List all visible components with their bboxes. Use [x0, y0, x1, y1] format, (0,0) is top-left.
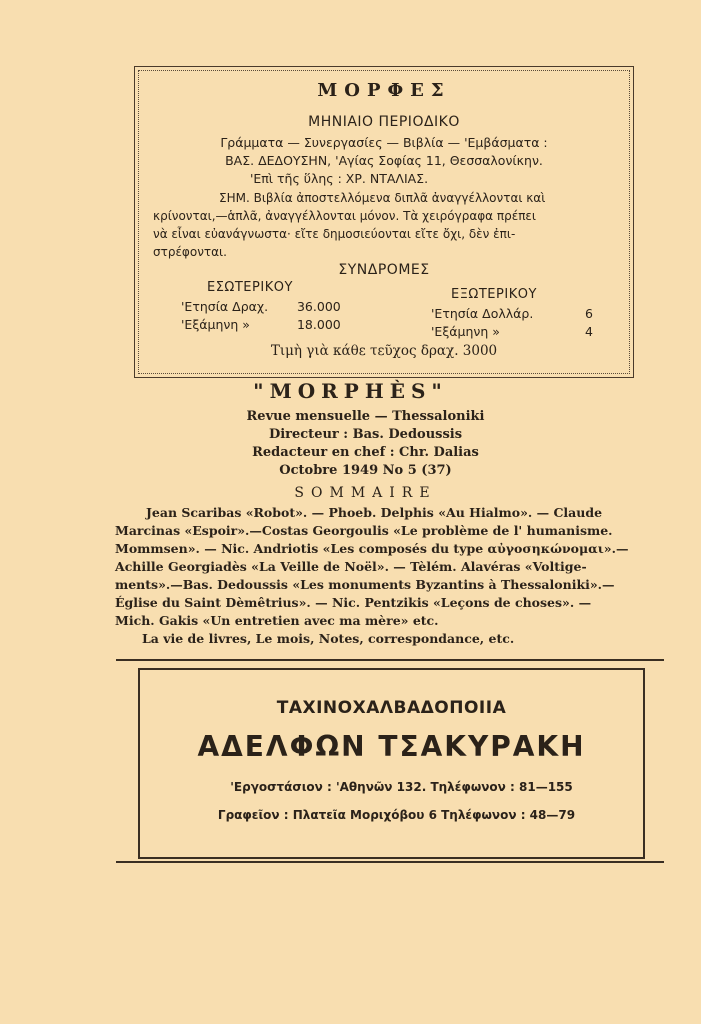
note-line: στρέφονται. — [153, 245, 227, 259]
french-info-line: Octobre 1949 No 5 (37) — [279, 463, 452, 478]
content-line: Église du Saint Dèmêtrius». — Nic. Pentzikis «Leçons de choses». — — [115, 595, 592, 610]
content-line: ments».—Bas. Dedoussis «Les monuments Byzantins à Thessaloniki».— — [115, 577, 615, 592]
price-value: 6 — [584, 306, 593, 321]
content-line: La vie de livres, Le mois, Notes, correspondance, etc. — [142, 631, 515, 646]
note-line: κρίνονται,—ἁπλᾶ, ἀναγγέλλονται μόνον. Τὰ χειρόγραφα πρέπει — [153, 209, 536, 223]
content-line: Jean Scaribas «Robot». — Phoeb. Delphis «Au Hialmo». — Claude — [146, 505, 603, 520]
foreign-semiannual-row — [431, 324, 593, 339]
price-value: 36.000 — [296, 299, 341, 314]
price-value: 18.000 — [296, 317, 341, 332]
content-line: Marcinas «Espoir».—Costas Georgoulis «Le problème de l' humanisme. — [115, 523, 613, 538]
french-title: "MORPHÈS" — [253, 379, 448, 403]
address-line: 'Επὶ τῆς ὕλης : ΧΡ. ΝΤΑΛΙΑΣ. — [249, 171, 429, 186]
subscriptions-title: ΣΥΝΔΡΟΜΕΣ — [338, 262, 430, 278]
foreign-annual-row — [431, 306, 593, 321]
french-info-line: Redacteur en chef : Chr. Dalias — [252, 445, 479, 460]
sommaire-heading: SOMMAIRE — [294, 485, 437, 501]
divider-rule — [116, 861, 664, 863]
note-line: νὰ εἶναι εὐανάγνωστα· εἴτε δημοσιεύονται εἴτε ὄχι, δὲν ἐπι- — [153, 227, 516, 241]
advert-line-1: ΤΑΧΙΝΟΧΑΛΒΑΔΟΠΟΙΙΑ — [276, 698, 507, 718]
address-line: ΒΑΣ. ΔΕΔΟΥΣΗΝ, 'Αγίας Σοφίας 11, Θεσσαλονίκην. — [225, 153, 543, 168]
content-line: Mommsen». — Nic. Andriotis «Les composés du type αὐγοσηκώνομαι».— — [115, 541, 629, 556]
divider-rule — [116, 659, 664, 661]
magazine-title: ΜΟΡΦΕΣ — [317, 80, 451, 101]
content-line: Mich. Gakis «Un entretien avec ma mère» etc. — [115, 613, 439, 628]
advert-factory: 'Εργοστάσιον : 'Αθηνῶν 132. Τηλέφωνον : 81—155 — [230, 780, 573, 794]
french-info-line: Revue mensuelle — Thessaloniki — [246, 409, 485, 424]
price-label: 'Ετησία Δολλάρ. — [431, 306, 534, 321]
price-label: 'Εξάμηνη » — [181, 317, 250, 332]
content-line: Achille Georgiadès «La Veille de Noël». — Tèlém. Alavéras «Voltige- — [115, 559, 587, 574]
issue-price: Τιμὴ γιὰ κάθε τεῦχος δραχ. 3000 — [270, 343, 498, 359]
advert-box — [138, 668, 645, 859]
foreign-heading: ΕΞΩΤΕΡΙΚΟΥ — [451, 287, 537, 302]
advert-company-name: ΑΔΕΛΦΩΝ ΤΣΑΚΥΡΑΚΗ — [197, 730, 586, 763]
french-info-line: Directeur : Bas. Dedoussis — [268, 427, 463, 442]
address-line: Γράμματα — Συνεργασίες — Βιβλία — 'Εμβάσματα : — [220, 135, 548, 150]
price-value: 4 — [584, 324, 593, 339]
price-label: 'Ετησία Δραχ. — [181, 299, 269, 314]
price-label: 'Εξάμηνη » — [431, 324, 500, 339]
magazine-subtitle: ΜΗΝΙΑΙΟ ΠΕΡΙΟΔΙΚΟ — [308, 114, 460, 130]
note-line: ΣΗΜ. Βιβλία ἀποστελλόμενα διπλᾶ ἀναγγέλλονται καὶ — [219, 191, 546, 205]
advert-office: Γραφεῖον : Πλατεῖα Μοριχόβου 6 Τηλέφωνον : 48—79 — [217, 808, 576, 822]
domestic-heading: ΕΣΩΤΕΡΙΚΟΥ — [207, 280, 293, 295]
domestic-annual-row — [181, 299, 341, 314]
masthead-box — [134, 66, 634, 378]
domestic-semiannual-row — [181, 317, 341, 332]
